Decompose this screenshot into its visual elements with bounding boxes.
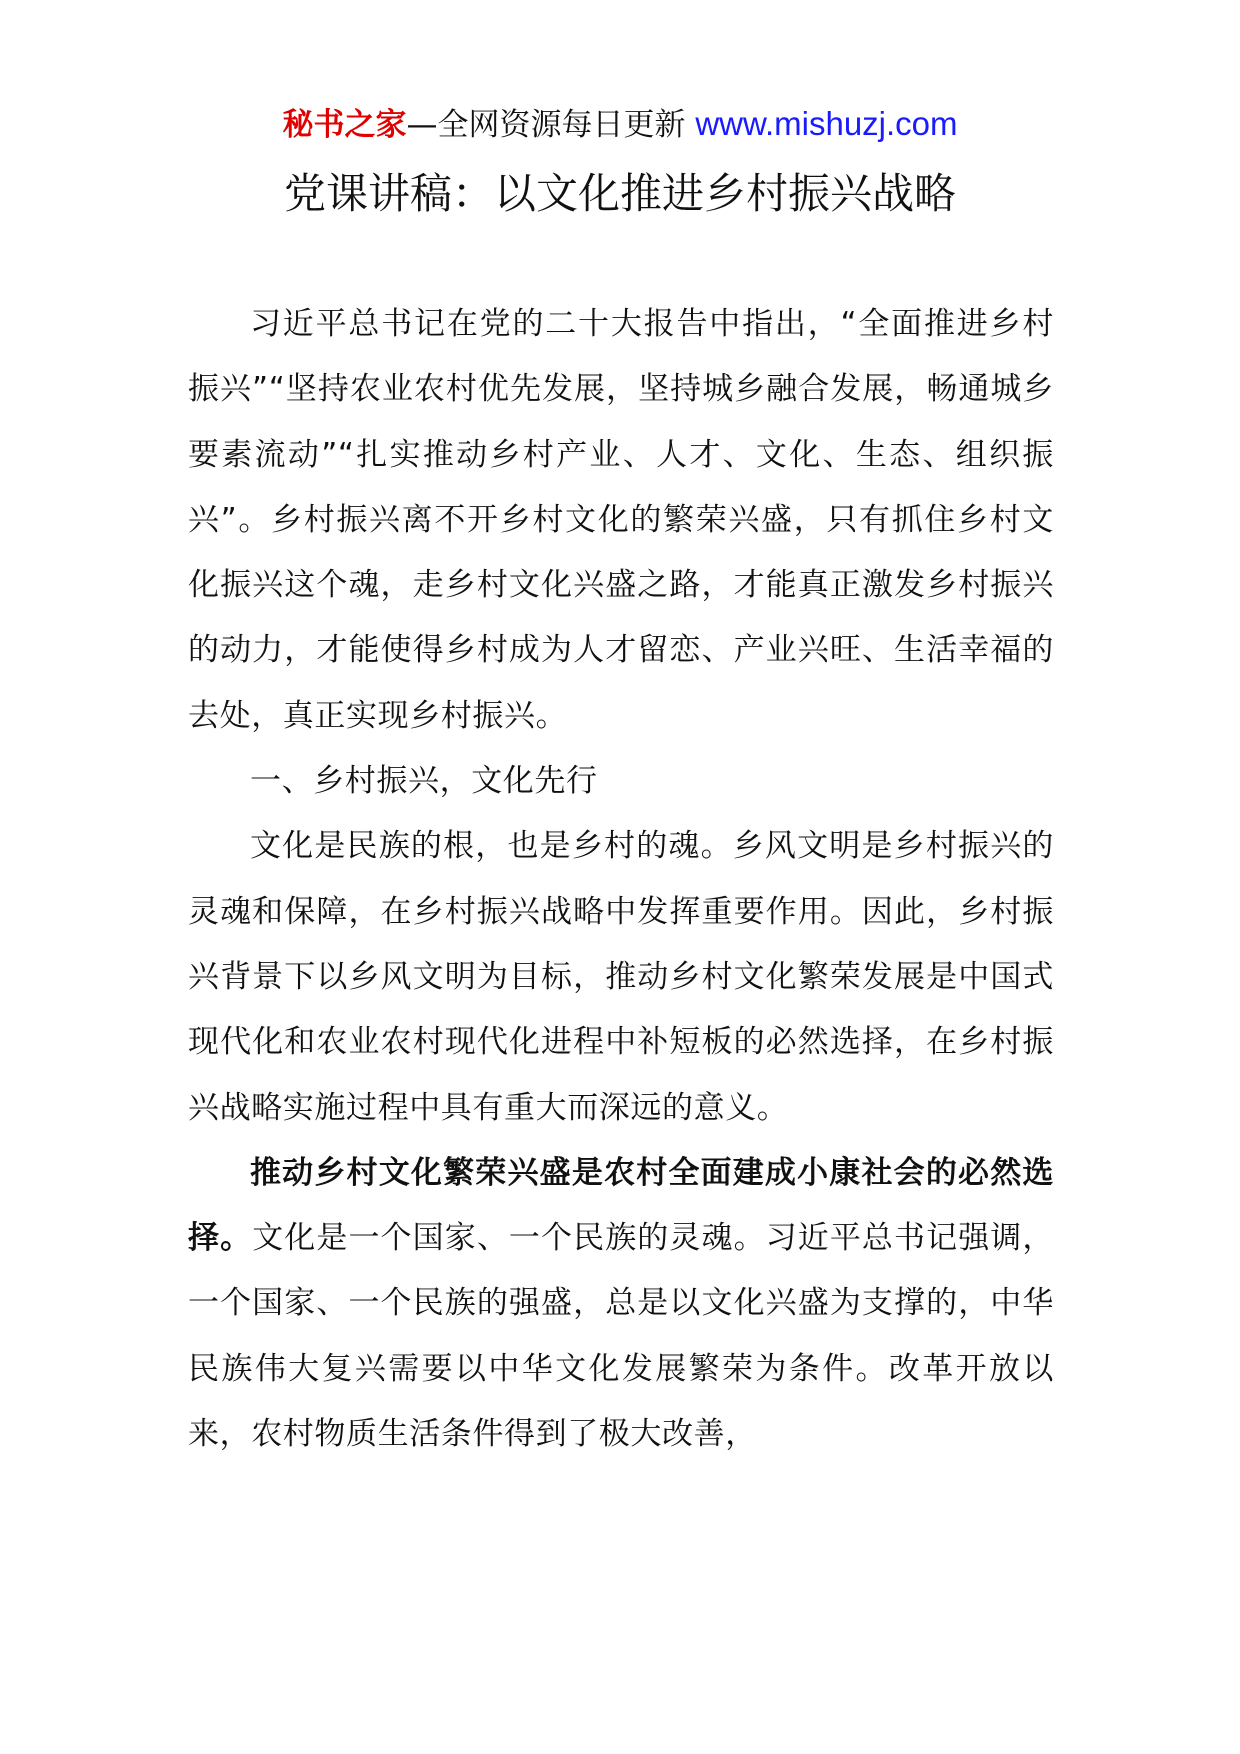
document-body [188, 292, 1054, 1467]
document-title: 党课讲稿：以文化推进乡村振兴战略 [283, 169, 956, 218]
paragraph-lead-bold: 推动乡村文化繁荣兴盛是农村全面建成小康社会的必然选择。 [188, 1154, 1054, 1257]
header-slogan: —全网资源每日更新 [406, 107, 696, 143]
paragraph-culture-root: 文化是民族的根，也是乡村的魂。乡风文明是乡村振兴的灵魂和保障，在乡村振兴战略中发挥重要作用。因此，乡村振兴背景下以乡风文明为目标，推动乡村文化繁荣发展是中国式现代化和农业农村现代化进程中补短板的必然选择，在乡村振兴战略实施过程中具有重大而深远的意义。 [188, 828, 1054, 1126]
section-heading-1: 一、乡村振兴，文化先行 [250, 763, 598, 800]
paragraph-intro: 习近平总书记在党的二十大报告中指出，“全面推进乡村振兴”“坚持农业农村优先发展，坚持城乡融合发展，畅通城乡要素流动”“扎实推动乡村产业、人才、文化、生态、组织振兴”。乡村振兴离不开乡村文化的繁荣兴盛，只有抓住乡村文化振兴这个魂，走乡村文化兴盛之路，才能真正激发乡村振兴的动力，才能使得乡村成为人才留恋、产业兴旺、生活幸福的去处，真正实现乡村振兴。 [188, 306, 1054, 734]
site-url-link[interactable]: www.mishuzj.com [695, 105, 958, 142]
site-header [0, 104, 1240, 145]
paragraph-prosperity [188, 1141, 1054, 1467]
paragraph-body-text: 文化是一个国家、一个民族的灵魂。习近平总书记强调，一个国家、一个民族的强盛，总是以文化兴盛为支撑的，中华民族伟大复兴需要以中华文化发展繁荣为条件。改革开放以来，农村物质生活条件得到了极大改善， [188, 1220, 1054, 1453]
brand-name: 秘书之家 [282, 107, 407, 143]
